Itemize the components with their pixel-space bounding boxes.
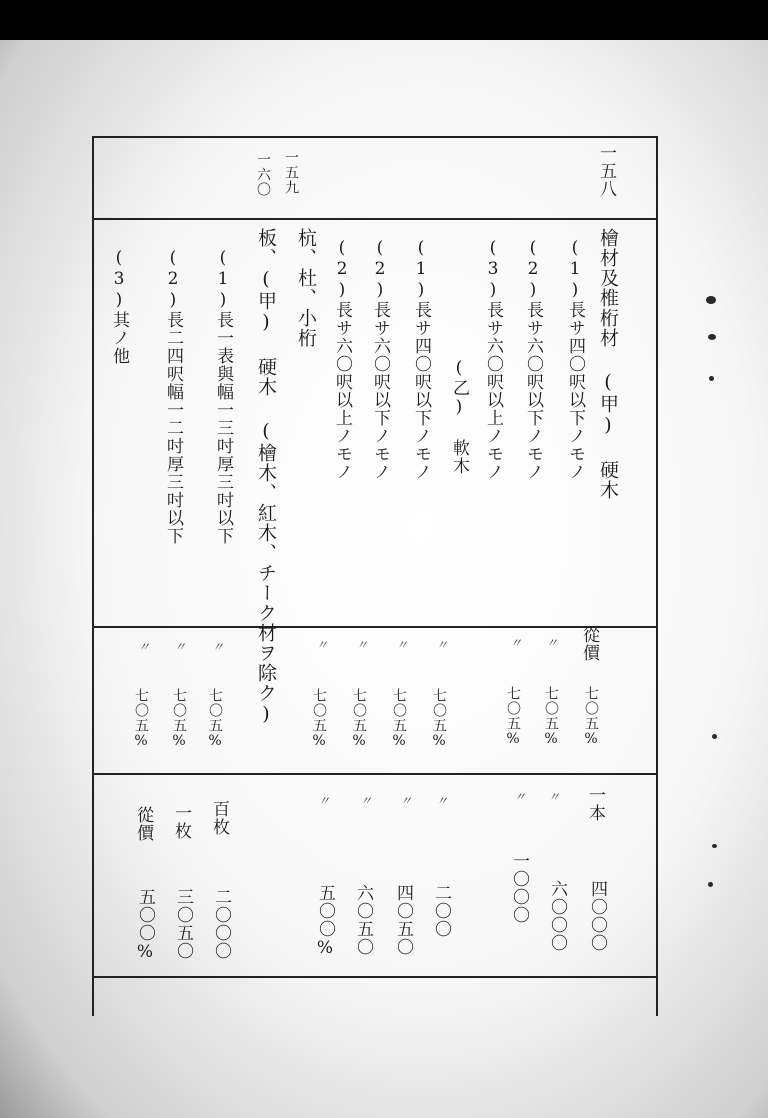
ditto-mark: 〃 [436,794,449,808]
value-6: 六〇五〇 [353,884,373,956]
items-bottom-rule [92,626,656,628]
unit-1: 一本 [585,786,605,822]
rate-8: 七〇五% [207,688,223,750]
scan-speck [709,376,714,381]
scan-speck [708,882,713,887]
ditto-mark: 〃 [138,640,151,654]
value-7: 五〇〇% [315,884,335,959]
item-159: 杭、杜、小桁 [295,228,317,348]
value-9: 三〇五〇 [173,888,193,960]
scanned-page [0,40,768,1118]
header-bottom-rule [92,218,656,220]
rate-5: 七〇五% [391,688,407,750]
rate-3: 七〇五% [505,686,521,748]
rate-6: 七〇五% [351,688,367,750]
value-3: 一〇〇〇 [509,852,529,924]
value-4: 二〇〇 [431,884,451,938]
ditto-mark: 〃 [400,794,413,808]
ditto-mark: 〃 [356,638,369,652]
rate-9: 七〇五% [171,688,187,750]
rate-1: 七〇五% [583,686,599,748]
rate-2: 七〇五% [543,686,559,748]
scan-speck [708,334,716,340]
item-158-a2: (2)長サ六〇呎以下ノモノ [523,238,543,481]
ditto-mark: 〃 [174,640,187,654]
item-158-a3: (3)長サ六〇呎以上ノモノ [483,238,503,481]
item-160-3: (3)其ノ他 [109,248,129,365]
ditto-mark: 〃 [548,790,561,804]
ditto-mark: 〃 [360,794,373,808]
rate-4: 七〇五% [431,688,447,750]
item-160-1: (1)長一表與幅一三吋厚三吋以下 [213,248,233,545]
table-top-rule [92,136,656,138]
item-158-b2: (2)長サ六〇呎以下ノモノ [370,238,390,481]
ditto-mark: 〃 [318,794,331,808]
item-160-title: 板、(甲) 硬木 (檜木、紅木、チーク材ヲ除ク) [255,228,277,726]
ditto-mark: 〃 [510,636,523,650]
rates-bottom-rule [92,773,656,775]
item-158-title: 檜材及椎桁材 (甲) 硬木 [597,228,619,500]
scan-speck [712,844,717,848]
scan-speck [712,734,717,739]
item-158-b-title: (乙) 軟木 [449,358,469,475]
ditto-mark: 〃 [436,638,449,652]
item-158-b3: (2)長サ六〇呎以上ノモノ [332,238,352,481]
rate-7: 七〇五% [311,688,327,750]
item-160-2: (2)長二四呎幅一二吋厚三吋以下 [163,248,183,545]
ditto-mark: 〃 [546,636,559,650]
item-158-b1: (1)長サ四〇呎以下ノモノ [411,238,431,481]
table-bottom-rule [92,976,656,978]
ditto-mark: 〃 [514,790,527,804]
item-number-159: 一五九 [283,150,299,195]
value-10: 五〇〇% [135,888,155,963]
ditto-mark: 〃 [212,640,225,654]
value-8: 二〇〇〇 [211,888,231,960]
item-number-158: 一五八 [596,144,616,198]
unit-2: 百枚 [209,800,229,836]
item-number-160: 一六〇 [255,152,271,197]
unit-3: 一枚 [171,804,191,840]
rate-10: 七〇五% [133,688,149,750]
ditto-mark: 〃 [396,638,409,652]
value-5: 四〇五〇 [393,884,413,956]
rate-header: 從價 [579,626,599,662]
value-1: 四〇〇〇 [587,880,607,952]
ditto-mark: 〃 [316,638,329,652]
item-158-a1: (1)長サ四〇呎以下ノモノ [565,238,585,481]
value-2: 六〇〇〇 [547,880,567,952]
unit-4: 從價 [133,806,153,842]
scan-speck [706,296,716,304]
